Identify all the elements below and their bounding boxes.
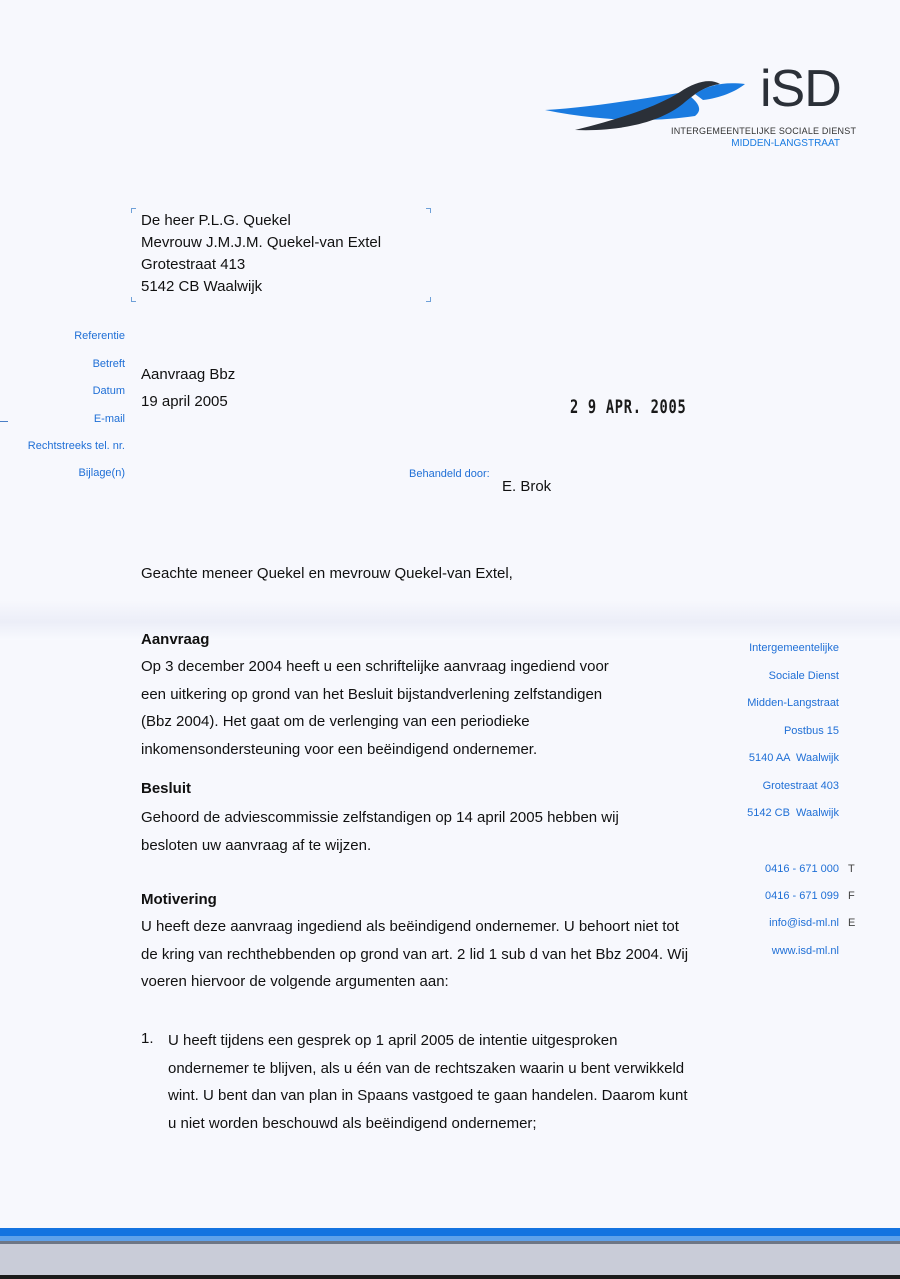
logo-wordmark: iSD — [760, 60, 841, 118]
recipient-address — [141, 210, 381, 298]
label-reference: Referentie — [74, 330, 125, 342]
fold-mark — [0, 421, 8, 422]
label-attachments: Bijlage(n) — [78, 467, 125, 479]
sender-address-line: Postbus 15 — [783, 725, 839, 737]
address-window-corner — [426, 208, 431, 213]
sender-website-link[interactable]: www.isd-ml.nl — [771, 945, 839, 957]
paragraph-line: besloten uw aanvraag af te wijzen. — [141, 836, 372, 854]
scan-edge — [0, 1275, 900, 1279]
paper-fold-shadow — [0, 600, 900, 640]
recipient-line: Grotestraat 413 — [141, 256, 246, 273]
sender-address-line: Intergemeentelijke — [749, 642, 839, 654]
label-date: Datum — [92, 385, 125, 397]
paragraph-line: een uitkering op grond van het Besluit bijstandverlening zelfstandigen — [141, 685, 603, 703]
recipient-line: Mevrouw J.M.J.M. Quekel-van Extel — [141, 234, 382, 251]
received-date-stamp: 2 9 APR. 2005 — [570, 396, 687, 418]
list-item-line: wint. U bent dan van plan in Spaans vastgoed te gaan handelen. Daarom kunt — [168, 1087, 688, 1104]
paragraph-line: inkomensondersteuning voor een beëindigend ondernemer. — [141, 740, 538, 758]
label-direct-phone: Rechtstreeks tel. nr. — [27, 440, 125, 452]
recipient-line: 5142 CB Waalwijk — [141, 278, 263, 295]
sender-email-link[interactable]: info@isd-ml.nl — [769, 917, 839, 929]
subject-value: Aanvraag Bbz — [141, 366, 236, 383]
sender-email-code: E — [848, 917, 856, 929]
handled-by-label: Behandeld door: — [409, 468, 490, 480]
label-email: E-mail — [93, 413, 125, 425]
paragraph-line: Op 3 december 2004 heeft u een schriftelijke aanvraag ingediend voor — [141, 658, 609, 675]
address-window-corner — [131, 297, 136, 302]
sender-address-line: 5142 CB Waalwijk — [747, 807, 839, 819]
date-value: 19 april 2005 — [141, 393, 228, 410]
sender-address-line: 5140 AA Waalwijk — [748, 752, 839, 764]
label-subject: Betreft — [92, 358, 125, 370]
paragraph-line: voeren hiervoor de volgende argumenten aan: — [141, 973, 449, 990]
sender-phone: 0416 - 671 000 — [764, 863, 839, 875]
footer-band-blue — [0, 1228, 900, 1236]
paragraph-line: U heeft deze aanvraag ingediend als beëindigend ondernemer. U behoort niet tot — [141, 918, 679, 935]
list-item-line: U heeft tijdens een gesprek op 1 april 2005 de intentie uitgesproken — [168, 1032, 618, 1049]
sender-fax: 0416 - 671 099 — [764, 890, 839, 902]
handled-by-value: E. Brok — [502, 478, 552, 495]
section-body-besluit — [141, 804, 711, 859]
sender-fax-code: F — [848, 890, 855, 902]
list-item-text — [168, 1027, 688, 1137]
recipient-line: De heer P.L.G. Quekel — [141, 212, 291, 229]
sender-address-line: Sociale Dienst — [768, 670, 839, 682]
paragraph-line: de kring van rechthebbenden op grond van art. 2 lid 1 sub d van het Bbz 2004. Wij — [141, 945, 689, 963]
paragraph-line: (Bbz 2004). Het gaat om de verlenging van een periodieke — [141, 713, 530, 730]
sender-phone-code: T — [848, 863, 855, 875]
footer-band-gray — [0, 1244, 900, 1275]
salutation: Geachte meneer Quekel en mevrouw Quekel-van Extel, — [141, 565, 513, 582]
logo-subtitle-organization: INTERGEMEENTELIJKE SOCIALE DIENST — [671, 126, 857, 136]
address-window-corner — [426, 297, 431, 302]
section-body-motivering — [141, 913, 711, 996]
logo-subtitle-region: MIDDEN-LANGSTRAAT — [731, 138, 840, 149]
list-item-line: u niet worden beschouwd als beëindigend ondernemer; — [168, 1114, 537, 1132]
list-item-number: 1. — [141, 1030, 154, 1047]
section-heading-aanvraag: Aanvraag — [141, 631, 210, 648]
section-body-aanvraag — [141, 653, 711, 763]
sender-address-line: Midden-Langstraat — [747, 697, 839, 709]
section-heading-motivering: Motivering — [141, 891, 217, 908]
list-item-line: ondernemer te blijven, als u één van de rechtszaken waarin u bent verwikkeld — [168, 1059, 685, 1077]
section-heading-besluit: Besluit — [141, 780, 192, 797]
paragraph-line: Gehoord de adviescommissie zelfstandigen op 14 april 2005 hebben wij — [141, 809, 619, 826]
sender-address-line: Grotestraat 403 — [762, 780, 839, 792]
address-window-corner — [131, 208, 136, 213]
